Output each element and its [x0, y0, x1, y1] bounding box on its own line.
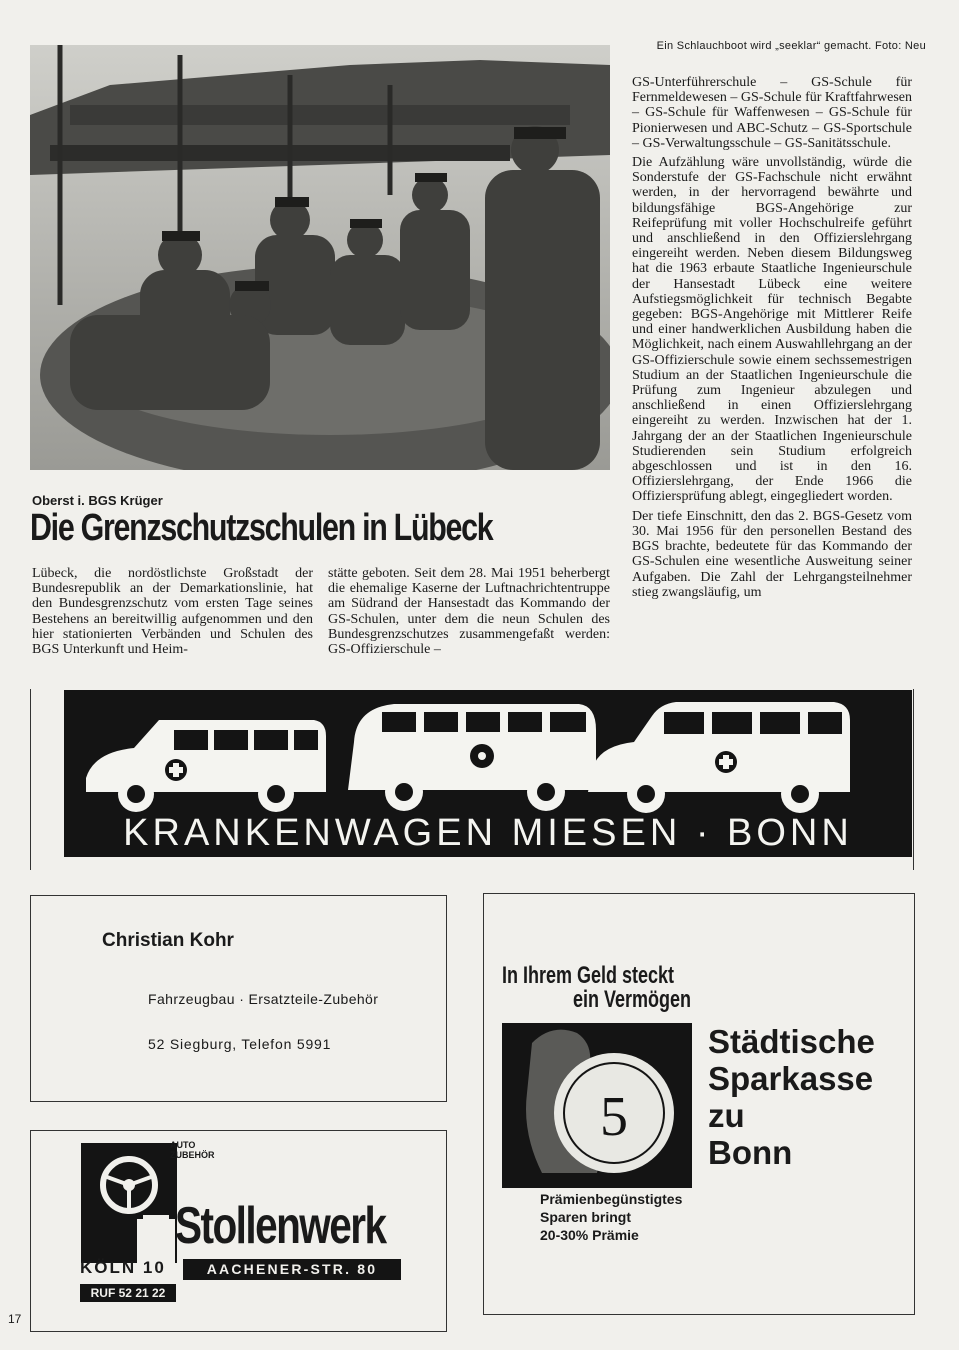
- kohr-address: 52 Siegburg, Telefon 5991: [148, 1036, 332, 1052]
- article-column-right: [632, 75, 912, 604]
- coin-hand-image: [502, 1023, 692, 1188]
- article-author: Oberst i. BGS Krüger: [32, 493, 163, 508]
- sparkasse-name-line: Städtische: [708, 1023, 875, 1060]
- ambulance-ad-text: KRANKENWAGEN MIESEN · BONN: [123, 812, 853, 854]
- article-column-left-1: Lübeck, die nordöstlichste Großstadt der Bundesrepublik an der Demarkationslinie, hat den Bundesgrenzschutz vom ersten Tage seines Bestehens an bereitwillig aufgenommen und den hier stationierten Verbänden und Schulen des BGS Unterkunft und Heim-: [32, 566, 313, 658]
- article-paragraph: Der tiefe Einschnitt, den das 2. BGS-Gesetz vom 30. Mai 1956 für den personellen Bestand des BGS brachte, bedeutete für das Kommando der GS-Schulen eine wesentliche Ausweitung seiner Aufgaben. Die Zahl der Lehrgangsteilnehmer stieg zwangsläufig, um: [632, 508, 912, 600]
- sparkasse-slogan-3: 20-30% Prämie: [540, 1227, 639, 1243]
- sparkasse-name-line: zu: [708, 1097, 745, 1134]
- article-column-left-2: stätte geboten. Seit dem 28. Mai 1951 beherbergt die ehemalige Kaserne der Luftnachrichtentruppe am Südrand der Hansestadt das Kommando der GS-Schulen, unter dem die neun Schulen des Bundesgrenzschutzes zusammengefaßt werden: GS-Offizierschule –: [328, 566, 610, 658]
- sparkasse-name: [708, 1023, 908, 1171]
- kohr-services: Fahrzeugbau · Ersatzteile-Zubehör: [148, 991, 379, 1007]
- stollenwerk-city: KÖLN 10: [80, 1258, 166, 1277]
- sparkasse-name-line: Bonn: [708, 1134, 793, 1171]
- photo-illustration: [30, 45, 610, 470]
- sparkasse-headline-2: ein Vermögen: [573, 986, 692, 1013]
- sparkasse-name-line: Sparkasse: [708, 1060, 874, 1097]
- svg-text:5: 5: [600, 1086, 628, 1148]
- sparkasse-slogan-2: Sparen bringt: [540, 1209, 632, 1225]
- coin-illustration: [502, 1023, 692, 1188]
- article-paragraph: Die Aufzählung wäre unvollständig, würde die Sonderstufe der GS-Fachschule nicht erwähnt werden, in der hervorragend bewährte und bildungsfähige BGS-Angehörige zur Reifeprüfung mit voller Hochschulreife geführt und anschließend in den Offizierslehrgang eingereiht werden. Neben diesem Bildungsweg hat die 1963 erbaute Staatliche Ingenieurschule der Hansestadt Lübeck eine weitere Aufstiegsmöglichkeit für technisch Begabte gegeben: BGS-Angehörige mit Mittlerer Reife und einer handwerklichen Ausbildung haben die Möglichkeit, nach einem Auswahllehrgang an der GS-Offizierschule sowie einem sechssemestrigen Studium an der Staatlichen Ingenieurschule die Prüfung zum Ingenieur abzulegen und anschließend in einen Offizierslehrgang eingereiht zu werden. Inzwischen hat der 1. Jahrgang der an der Staatlichen Ingenieurschule Studierenden sein Studium erfolgreich abgeschlossen und ist in den 16. Offizierslehrgang, der Ende 1966 die Offiziersprüfung ablegt, eingegliedert worden.: [632, 155, 912, 505]
- stollenwerk-name: Stollenwerk: [175, 1197, 386, 1255]
- page-number: 17: [8, 1312, 22, 1326]
- stollenwerk-auto-zubehoer: AUTO ZUBEHÖR: [170, 1140, 215, 1160]
- stollenwerk-logo-icon: [79, 1143, 179, 1263]
- article-paragraph: GS-Unterführerschule – GS-Schule für Fernmeldewesen – GS-Schule für Kraftfahrwesen – GS-Schule für Waffenwesen – GS-Schule für Pionierwesen und ABC-Schutz – GS-Sportschule – GS-Verwaltungsschule – GS-Sanitätsschule.: [632, 75, 912, 151]
- photo-caption: Ein Schlauchboot wird „seeklar“ gemacht. Foto: Neu: [656, 40, 926, 52]
- stollenwerk-street: AACHENER-STR. 80: [183, 1259, 401, 1280]
- sparkasse-slogan-1: Prämienbegünstigtes: [540, 1191, 683, 1207]
- stollenwerk-phone: RUF 52 21 22: [80, 1284, 176, 1302]
- article-headline: Die Grenzschutzschulen in Lübeck: [30, 507, 493, 549]
- article-photo: [30, 45, 610, 470]
- kohr-company-name: Christian Kohr: [102, 930, 234, 951]
- sparkasse-headline-1: In Ihrem Geld steckt: [502, 962, 675, 989]
